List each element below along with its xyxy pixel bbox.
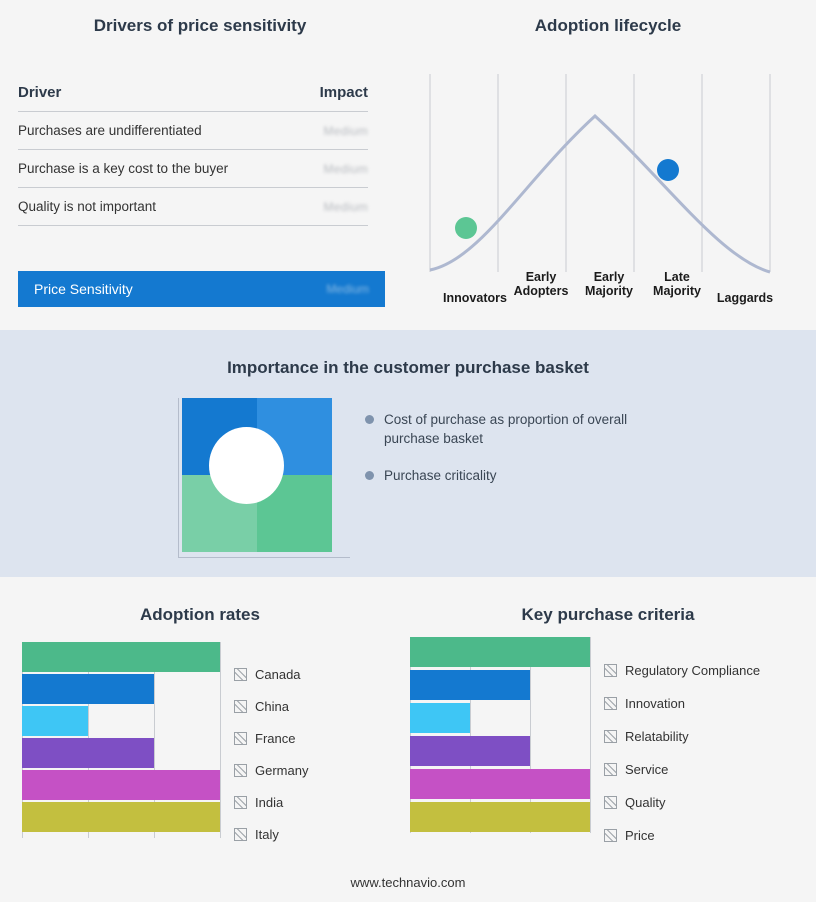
- price-sensitivity-summary: [18, 271, 385, 307]
- middle-band: [0, 330, 816, 577]
- criteria-title: Key purchase criteria: [521, 605, 695, 624]
- bar-category-text: China: [255, 699, 289, 714]
- bar-category-text: Price: [625, 828, 655, 843]
- quadrant-cells: [182, 398, 332, 553]
- column-header-impact: Impact: [303, 80, 369, 112]
- bar-category-text: France: [255, 731, 296, 746]
- bar-category-text: Service: [625, 762, 669, 777]
- bar-category-label: [234, 795, 283, 810]
- lifecycle-label-late-majority: Late Majority: [653, 270, 701, 298]
- adoption-lifecycle-panel: [400, 0, 816, 330]
- bar: [410, 802, 590, 832]
- bar: [22, 642, 220, 672]
- bar-category-label: [234, 731, 295, 746]
- drivers-panel: [0, 0, 400, 330]
- bar-category-text: Relatability: [625, 729, 689, 744]
- table-header-row: [18, 80, 368, 112]
- lifecycle-label-laggards: Laggards: [716, 291, 774, 305]
- table-row: [18, 188, 368, 226]
- bar-category-text: India: [255, 795, 284, 810]
- gridline: [590, 637, 591, 833]
- legend-dot-icon: [365, 415, 374, 424]
- bar-category-label: [604, 828, 655, 843]
- legend-label: Cost of purchase as proportion of overall purchase basket: [384, 412, 628, 446]
- lifecycle-label-innovators: Innovators: [443, 291, 507, 305]
- lifecycle-label-early-majority: Early Majority: [585, 270, 633, 298]
- quadrant-chart: [178, 398, 338, 558]
- quadrant-y-axis: [178, 398, 179, 558]
- bar-category-label: [604, 729, 689, 744]
- driver-impact: Medium: [303, 150, 369, 188]
- quadrant-x-axis: [178, 557, 350, 558]
- bar: [22, 706, 88, 736]
- basket-legend: [365, 410, 665, 503]
- bar-category-label: [604, 795, 665, 810]
- legend-item: [365, 466, 665, 485]
- bar: [410, 769, 590, 799]
- bar: [410, 670, 530, 700]
- bar: [410, 736, 530, 766]
- column-header-driver: Driver: [18, 80, 303, 112]
- lifecycle-curve: [430, 116, 770, 272]
- bar-category-label: [234, 699, 289, 714]
- table-row: [18, 112, 368, 150]
- lifecycle-marker-innovators: [455, 217, 477, 239]
- bar-category-label: [234, 667, 301, 682]
- bar: [22, 674, 154, 704]
- driver-impact: Medium: [303, 188, 369, 226]
- legend-dot-icon: [365, 471, 374, 480]
- bar: [22, 802, 220, 832]
- driver-name: Quality is not important: [18, 188, 303, 226]
- bar: [410, 703, 470, 733]
- adoption-rates-chart: [22, 642, 222, 838]
- lifecycle-label-early-adopters: Early Adopters: [513, 270, 569, 298]
- footer-url: www.technavio.com: [350, 875, 466, 890]
- legend-item: [365, 410, 665, 448]
- bar-category-text: Innovation: [625, 696, 685, 711]
- driver-name: Purchases are undifferentiated: [18, 112, 303, 150]
- quadrant-position-marker: [209, 427, 284, 504]
- bar-category-text: Quality: [625, 795, 666, 810]
- pattern-swatch-icon: [234, 828, 247, 841]
- basket-title: Importance in the customer purchase basket: [227, 358, 589, 377]
- table-row: [18, 150, 368, 188]
- legend-label: Purchase criticality: [384, 468, 497, 483]
- pattern-swatch-icon: [234, 700, 247, 713]
- bar-category-text: Canada: [255, 667, 301, 682]
- pattern-swatch-icon: [234, 668, 247, 681]
- bar-category-label: [604, 663, 760, 678]
- pattern-swatch-icon: [234, 732, 247, 745]
- bar-category-text: Italy: [255, 827, 279, 842]
- price-sensitivity-value: Medium: [326, 282, 369, 296]
- drivers-title: Drivers of price sensitivity: [93, 16, 307, 35]
- lifecycle-chart: [420, 60, 796, 280]
- pattern-swatch-icon: [604, 664, 617, 677]
- bar: [22, 738, 154, 768]
- criteria-chart: [410, 637, 590, 833]
- pattern-swatch-icon: [604, 697, 617, 710]
- pattern-swatch-icon: [234, 764, 247, 777]
- driver-impact: Medium: [303, 112, 369, 150]
- pattern-swatch-icon: [604, 763, 617, 776]
- driver-name: Purchase is a key cost to the buyer: [18, 150, 303, 188]
- adoption-rates-title: Adoption rates: [140, 605, 260, 624]
- drivers-table: [18, 80, 368, 226]
- pattern-swatch-icon: [604, 730, 617, 743]
- bar-category-label: [234, 763, 308, 778]
- price-sensitivity-label: Price Sensitivity: [34, 281, 133, 297]
- gridline: [220, 642, 221, 838]
- purchase-basket-panel: [0, 330, 816, 577]
- bar-category-label: [604, 696, 685, 711]
- bar-category-label: [604, 762, 668, 777]
- lifecycle-marker-late-majority: [657, 159, 679, 181]
- bar-category-text: Regulatory Compliance: [625, 663, 761, 678]
- adoption-rates-panel: [0, 577, 400, 877]
- bar-category-text: Germany: [255, 763, 309, 778]
- pattern-swatch-icon: [604, 829, 617, 842]
- pattern-swatch-icon: [234, 796, 247, 809]
- key-purchase-criteria-panel: [400, 577, 816, 877]
- pattern-swatch-icon: [604, 796, 617, 809]
- bar-category-label: [234, 827, 279, 842]
- bar: [22, 770, 220, 800]
- lifecycle-title: Adoption lifecycle: [534, 16, 682, 35]
- bar: [410, 637, 590, 667]
